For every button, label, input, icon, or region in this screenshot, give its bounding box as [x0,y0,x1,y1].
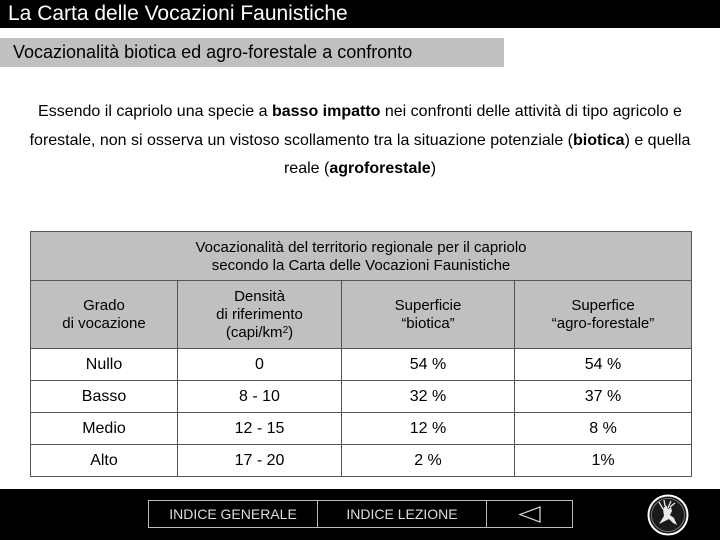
header-densita-superscript: 2 [282,324,289,336]
header-densita-line3 [182,324,337,342]
header-biotica-line2: “biotica” [401,314,455,332]
header-agro-line1: Superfice [571,296,635,314]
cell-grado: Basso [31,381,178,413]
vocation-table [30,231,692,477]
cell-biotica: 2 % [342,445,515,477]
cell-densita: 17 - 20 [178,445,342,477]
cell-densita: 8 - 10 [178,381,342,413]
intro-text-3: ) e quella reale ( [283,131,691,177]
left-triangle-icon [518,506,542,523]
back-button[interactable] [486,500,573,528]
page-subtitle: Vocazionalità biotica ed agro-forestale a confronto [13,42,413,62]
header-grado [31,281,178,349]
cell-grado: Nullo [31,349,178,381]
header-grado-line1: Grado [83,296,125,314]
table-header-row [31,281,692,349]
cell-biotica: 32 % [342,381,515,413]
header-densita [178,281,342,349]
cell-biotica: 54 % [342,349,515,381]
cell-densita: 0 [178,349,342,381]
cell-densita: 12 - 15 [178,413,342,445]
cell-agro: 37 % [515,381,692,413]
cell-biotica: 12 % [342,413,515,445]
intro-bold-2: biotica [573,131,625,149]
table-caption [31,232,692,281]
intro-text-1: Essendo il capriolo una specie a [38,103,272,120]
title-bar [0,0,720,28]
table-row [31,413,692,445]
header-densita-line1: Densità [234,287,285,305]
cell-grado: Medio [31,413,178,445]
header-densita-unit: (capi/km [225,323,283,341]
table-row [31,381,692,413]
header-grado-line2: di vocazione [62,314,146,332]
header-agro [515,281,692,349]
deer-logo-icon [647,494,689,536]
table-caption-line1: Vocazionalità del territorio regionale per il capriolo [195,239,527,256]
intro-bold-1: basso impatto [271,103,381,120]
header-biotica-line1: Superficie [394,296,462,314]
cell-agro: 54 % [515,349,692,381]
header-agro-line2: “agro-forestale” [551,314,655,332]
cell-grado: Alto [31,445,178,477]
cell-agro: 8 % [515,413,692,445]
indice-generale-button[interactable]: INDICE GENERALE [148,500,318,528]
table-row [31,349,692,381]
header-densita-close: ) [288,323,294,341]
intro-paragraph [28,98,692,184]
subtitle-band [0,38,504,67]
intro-bold-3: agroforestale [329,160,431,177]
table-caption-line2: secondo la Carta delle Vocazioni Faunistiche [211,257,511,274]
header-densita-line2: di riferimento [216,305,303,323]
intro-text-2: nei confronti delle attività di tipo agricolo e forestale, non si osserva un vistoso scollamento tra la situazione potenziale ( [29,103,682,149]
table-row [31,445,692,477]
cell-agro: 1% [515,445,692,477]
page-title: La Carta delle Vocazioni Faunistiche [8,2,348,25]
header-biotica [342,281,515,349]
indice-lezione-button[interactable]: INDICE LEZIONE [317,500,487,528]
intro-text-4: ) [430,160,437,177]
